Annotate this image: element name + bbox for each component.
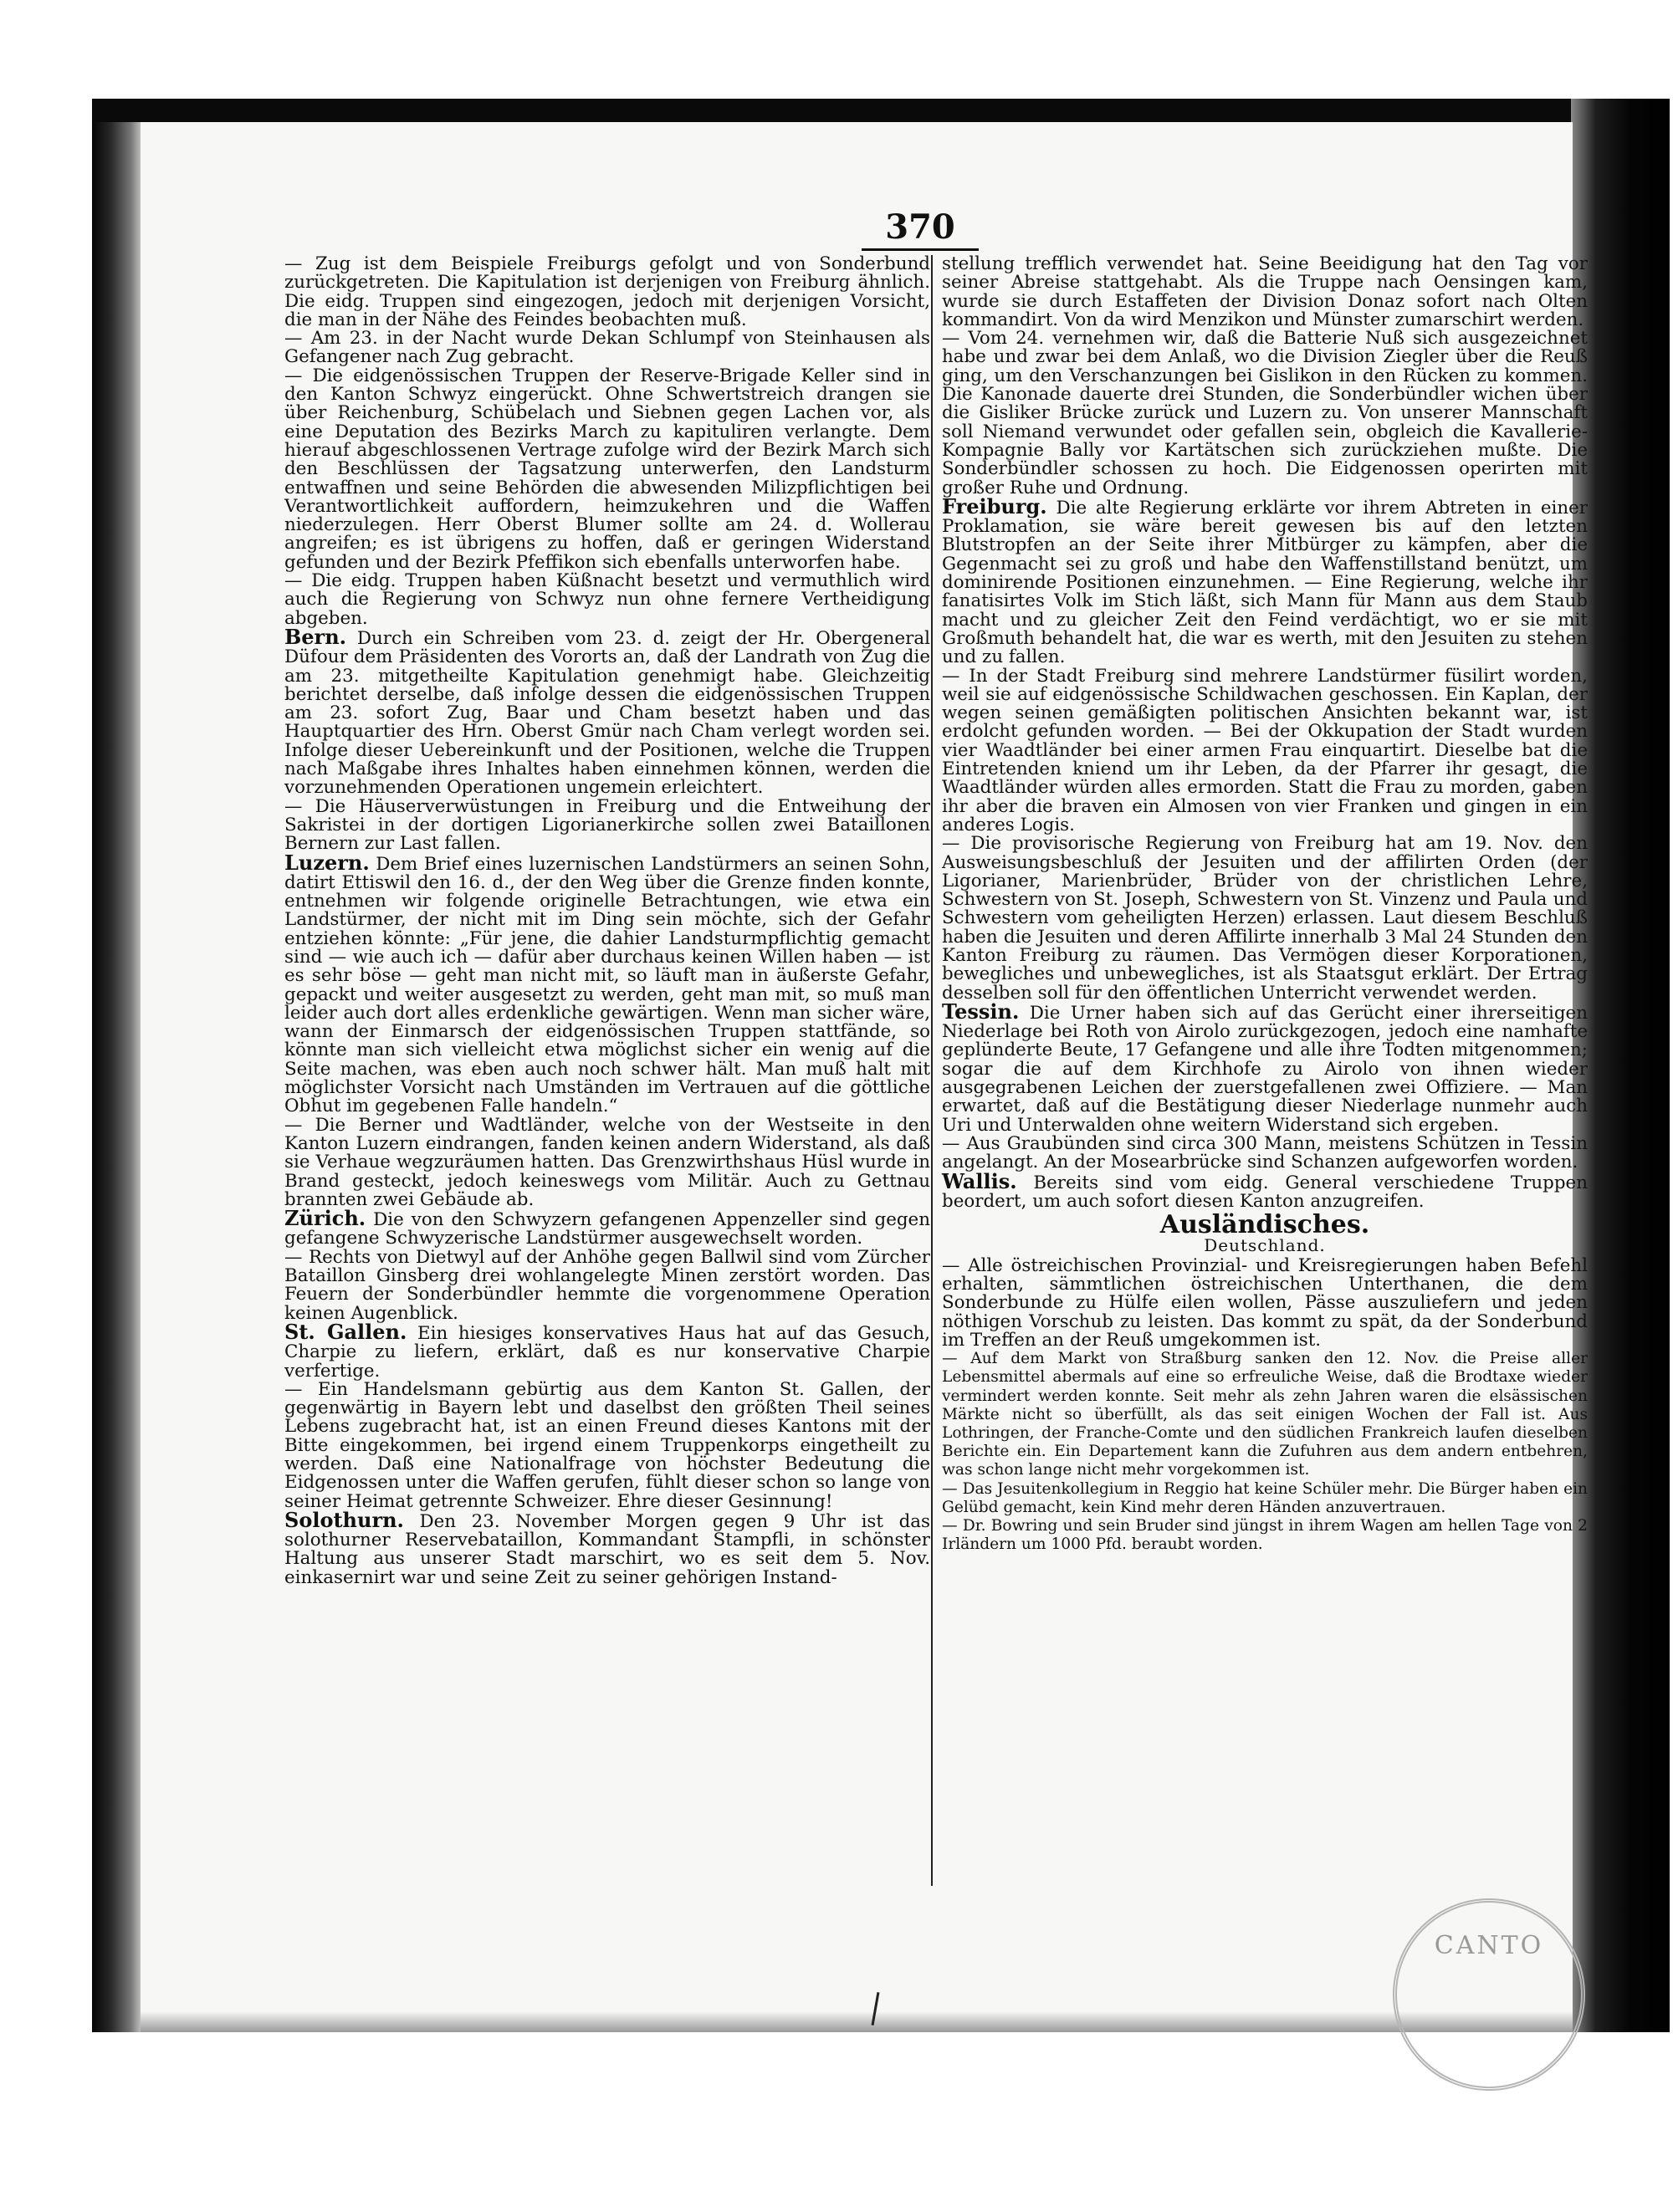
- article-text: Bereits sind vom eidg. General verschiedene Truppen beordert, um auch sofort diesen Kanton anzugreifen.: [942, 1172, 1588, 1212]
- article-text: — Aus Graubünden sind circa 300 Mann, meistens Schützen in Tessin angelangt. An der Mosearbrücke sind Schanzen aufgeworfen worden.: [942, 1132, 1588, 1173]
- article-heading: St. Gallen.: [284, 1319, 407, 1344]
- article-text: Die von den Schwyzern gefangenen Appenzeller sind gegen gefangene Schwyzerische Landstürmer ausgewechselt worden.: [284, 1209, 930, 1249]
- article-text: Die Urner haben sich auf das Gerücht einer ihrerseitigen Niederlage bei Roth von Airolo zurückgezogen, jedoch eine namhafte geplünderte Beute, 17 Gefangene und alle ihre Todten mitgenommen; sogar die auf dem Kirchhofe zu Airolo von ihnen wieder ausgegrabenen Leichen der zuerstgefallenen zwei Offiziere. — Man erwartet, daß auf die Bestätigung dieser Niederlage nunmehr auch Uri und Unterwalden ohne weitern Widerstand sich ergeben.: [942, 1002, 1588, 1136]
- left-column: [284, 255, 930, 1587]
- article-paragraph: [942, 667, 1588, 835]
- article-text: Dem Brief eines luzernischen Landstürmers an seinen Sohn, datirt Ettiswil den 16. d., der den Weg über die Grenze finden konnte, entnehmen wir folgende originelle Betrachtungen, wie etwa ein Landstürmer, der nicht mit im Ding sein möchte, sich der Gefahr entziehen könnte: „Für jene, die dahier Landsturmpflichtig gemacht sind — wie auch ich — dafür aber durchaus keinen Willen haben — ist es sehr böse — geht man nicht mit, so läuft man in äußerste Gefahr, gepackt und weiter ausgesetzt zu werden, geht man mit, so muß man leider auch dort alles erdenkliche gewärtigen. Wenn man sicher wäre, wann der Einmarsch der eidgenössischen Truppen stattfände, so könnte man sich vielleicht etwa möglichst sicher ein wenig auf die Seite machen, was eben auch noch schwer hält. Man muß halt mit möglichster Vorsicht nach Umständen im Vertrauen auf die göttliche Obhut im gegebenen Falle handeln.“: [284, 853, 930, 1117]
- article-heading: Zürich.: [284, 1206, 366, 1231]
- column-divider: [931, 255, 933, 1886]
- article-paragraph: [284, 1507, 930, 1588]
- article-paragraph: [942, 255, 1588, 330]
- article-text: — Ein Handelsmann gebürtig aus dem Kanton St. Gallen, der gegenwärtig in Bayern lebt und daselbst den größten Theil seines Lebens zugebracht hat, ist an einen Freund dieses Kantons mit der Bitte eingekommen, bei irgend einem Truppenkorps eingetheilt zu werden. Daß eine Nationalfrage von höchster Bedeutung die Eidgenossen unter die Waffen gerufen, fühlt dieser schon so lange von seiner Heimat getrennte Schweizer. Ehre dieser Gesinnung!: [284, 1378, 930, 1512]
- article-paragraph: [284, 1246, 930, 1324]
- article-text: Die alte Regierung erklärte vor ihrem Abtreten in einer Proklamation, sie wäre bereit gewesen bis auf den letzten Blutstropfen an der Seite ihrer Mitbürger zu kämpfen, aber die Gegenmacht sei zu groß und habe den Waffenstillstand benützt, um dominirende Positionen einzunehmen. — Eine Regierung, welche ihr fanatisirtes Volk im Stich läßt, sich Mann für Mann aus dem Staub macht und zu gleicher Zeit den Feind verdächtigt, wo er sie mit Großmuth behandelt hat, die war es werth, mit den Jesuiten zu stehen und zu fallen.: [942, 497, 1588, 668]
- section-subtitle-germany: Deutschland.: [1204, 1235, 1326, 1256]
- article-heading: Solothurn.: [284, 1507, 404, 1532]
- article-paragraph: [284, 1319, 931, 1382]
- article-paragraph: [942, 330, 1588, 498]
- article-text: — Am 23. in der Nacht wurde Dekan Schlumpf von Steinhausen als Gefangener nach Zug gebracht.: [284, 328, 930, 368]
- article-paragraph: [942, 1168, 1588, 1212]
- article-paragraph: [284, 850, 930, 1117]
- article-text: — Die Häuserverwüstungen in Freiburg und die Entweihung der Sakristei in der dortigen Ligorianerkirche sollen zwei Bataillonen Bernern zur Last fallen.: [284, 795, 930, 855]
- article-text: — Rechts von Dietwyl auf der Anhöhe gegen Ballwil sind vom Zürcher Bataillon Ginsberg drei wohlangelegte Minen zerstört worden. Das Feuern der Sonderbündler hemmte die vorgenommene Operation keinen Augenblick.: [284, 1246, 930, 1324]
- small-news-item: — Dr. Bowring und sein Bruder sind jüngst in ihrem Wagen am hellen Tage von 2 Irländern um 1000 Pfd. beraubt worden.: [942, 1517, 1588, 1554]
- article-text: Ein hiesiges konservatives Haus hat auf das Gesuch, Charpie zu liefern, erklärt, daß es nur konservative Charpie verfertige.: [284, 1322, 931, 1382]
- right-column-articles: [942, 255, 1588, 1211]
- small-news-item: — Das Jesuitenkollegium in Reggio hat keine Schüler mehr. Die Bürger haben ein Gelübd gemacht, kein Kind mehr deren Händen anzuvertrauen.: [942, 1479, 1588, 1516]
- article-paragraph: — Alle östreichischen Provinzial- und Kreisregierungen haben Befehl erhalten, sämmtlichen östreichischen Unterthanen, die dem Sonderbunde zu Hülfe eilen wollen, Pässe auszuliefern und jeden nöthigen Vorschub zu leisten. Das kommt zu spät, da der Sonderbund im Treffen an der Reuß umgekommen ist.: [942, 1254, 1588, 1351]
- article-text: — Die provisorische Regierung von Freiburg hat am 19. Nov. den Ausweisungsbeschluß der Jesuiten und der affilirten Orden (der Ligorianer, Marienbrüder, Brüder von der christlichen Lehre, Schwestern von St. Joseph, Schwestern von St. Vinzenz und Paula und Schwestern vom geheiligten Herzen) erlassen. Laut diesem Beschluß haben die Jesuiten und deren Affilirte innerhalb 3 Mal 24 Stunden den Kanton Freiburg zu räumen. Das Vermögen dieser Korporationen, bewegliches und unbewegliches, ist als Staatsgut erklärt. Der Ertrag desselben soll für den öffentlichen Unterricht verwendet werden.: [942, 833, 1588, 1004]
- article-text: — Zug ist dem Beispiele Freiburgs gefolgt und von Sonderbund zurückgetreten. Die Kapitulation ist derjenigen von Freiburg ähnlich. Die eidg. Truppen sind eingezogen, jedoch mit derjenigen Vorsicht, die man in der Nähe des Feindes beobachten muß.: [284, 253, 930, 330]
- article-heading: Wallis.: [942, 1168, 1017, 1193]
- article-heading: Freiburg.: [942, 493, 1047, 519]
- article-paragraph: [284, 795, 930, 855]
- page-number: 370: [862, 207, 979, 251]
- article-text: — Vom 24. vernehmen wir, daß die Batterie Nuß sich ausgezeichnet habe und zwar bei dem Anlaß, wo die Division Ziegler über die Reuß ging, um den Verschanzungen bei Gislikon in den Rücken zu kommen. Die Kanonade dauerte drei Stunden, die Sonderbündler wichen über die Gisliker Brücke zurück und Luzern zu. Von unserer Mannschaft soll Niemand verwundet oder gefallen sein, obgleich die Kavallerie-Kompagnie Bally vor Kartätschen sich zurückziehen mußte. Die Sonderbündler schossen zu hoch. Die Eidgenossen operirten mit großer Ruhe und Ordnung.: [942, 328, 1588, 498]
- article-paragraph: [284, 1378, 930, 1512]
- article-paragraph: [284, 1116, 930, 1209]
- article-text: Durch ein Schreiben vom 23. d. zeigt der Hr. Obergeneral Düfour dem Präsidenten des Vororts an, daß der Landrath von Zug die am 23. mitgetheilte Kapitulation genehmigt habe. Gleichzeitig berichtet derselbe, daß infolge dessen die eidgenössischen Truppen am 23. sofort Zug, Baar und Cham besetzt haben und das Hauptquartier des Hrn. Oberst Gmür nach Cham verlegt worden sei. Infolge dieser Uebereinkunft und der Positionen, welche die Truppen nach Maßgabe ihres Inhaltes haben einnehmen können, werden die vorzunehmenden Operationen ungemein erleichtert.: [284, 627, 930, 799]
- article-paragraph: [942, 999, 1588, 1136]
- scan-top-edge: [92, 99, 1598, 122]
- article-paragraph: [284, 1206, 930, 1249]
- section-title-foreign: Ausländisches.: [1159, 1210, 1370, 1240]
- right-column: [942, 255, 1588, 1554]
- article-paragraph: [284, 624, 930, 799]
- article-paragraph: [942, 493, 1588, 668]
- page-bottom-shadow: [141, 2011, 1573, 2032]
- article-paragraph: [284, 367, 930, 572]
- library-stamp: CANTO: [1393, 1898, 1585, 2091]
- article-text: stellung trefflich verwendet hat. Seine Beeidigung hat den Tag vor seiner Abreise stattgehabt. Als die Truppe nach Oensingen kam, wurde sie durch Estaffeten der Division Donaz sofort nach Olten kommandirt. Von da wird Menzikon und Münster zumarschirt werden.: [942, 253, 1588, 330]
- article-text: — Die eidg. Truppen haben Küßnacht besetzt und vermuthlich wird auch die Regierung von Schwyz nun ohne fernere Vertheidigung abgeben.: [284, 570, 930, 629]
- book-binding-shadow: [92, 99, 141, 2032]
- article-text: Den 23. November Morgen gegen 9 Uhr ist das solothurner Reservebataillon, Kommandant Stampfli, in schönster Haltung aus unserer Stadt marschirt, wo es seit dem 5. Nov. einkasernirt war und seine Zeit zu seiner gehörigen Instand-: [284, 1510, 930, 1588]
- article-paragraph: [284, 255, 930, 330]
- article-text: — Die eidgenössischen Truppen der Reserve-Brigade Keller sind in den Kanton Schwyz eingerückt. Ohne Schwertstreich drangen sie über Reichenburg, Schübelach und Siebnen gegen Lachen vor, als eine Deputation des Bezirks March zu kapituliren verlangte. Dem hierauf abgeschlossenen Vertrage zufolge wird der Bezirk March sich den Beschlüssen der Tagsatzung unterwerfen, den Landsturm entwaffnen und seine Behörden die abwesenden Milizpflichtigen bei Verantwortlichkeit auffordern, heimzukehren und die Waffen niederzulegen. Herr Oberst Blumer sollte am 24. d. Wollerau angreifen; es ist übrigens zu hoffen, daß er geringen Widerstand gefunden und der Bezirk Pfeffikon sich ebenfalls unterworfen habe.: [284, 365, 930, 573]
- article-paragraph: [284, 572, 930, 628]
- article-heading: Tessin.: [942, 999, 1020, 1024]
- article-paragraph: [942, 1132, 1588, 1173]
- small-news-item: — Auf dem Markt von Straßburg sanken den 12. Nov. die Preise aller Lebensmittel abermals auf eine so erfreuliche Weise, daß die Brodtaxe wieder vermindert werden konnte. Seit mehr als zehn Jahren waren die elsässischen Märkte nicht so überfüllt, als das seit einigen Wochen der Fall ist. Aus Lothringen, der Franche-Comte und den südlichen Frankreich laufen dieselben Berichte ein. Ein Departement kann die Zufuhren aus dem andern entbehren, was schon lange nicht mehr vorgekommen ist.: [942, 1350, 1588, 1479]
- article-heading: Luzern.: [284, 850, 370, 875]
- article-text: — Die Berner und Wadtländer, welche von der Westseite in den Kanton Luzern eindrangen, fanden keinen andern Widerstand, als daß sie Verhaue wegzuräumen hatten. Das Grenzwirthshaus Hüsl wurde in Brand gesteckt, jedoch keineswegs vom Militär. Auch zu Gettnau brannten zwei Gebäude ab.: [284, 1114, 930, 1210]
- article-heading: Bern.: [284, 624, 347, 649]
- article-paragraph: [942, 835, 1588, 1003]
- foreign-news-items: [942, 1350, 1588, 1554]
- article-text: — In der Stadt Freiburg sind mehrere Landstürmer füsilirt worden, weil sie auf eidgenössische Schildwachen geschossen. Ein Kaplan, der wegen seinen gemäßigten politischen Ansichten bekannt war, ist erdolcht gefunden worden. — Bei der Okkupation der Stadt wurden vier Waadtländer bei einer armen Frau einquartirt. Dieselbe bat die Eintretenden kniend um ihr Leben, da der Pfarrer ihr gesagt, die Waadtländer würden alles ermorden. Statt die Frau zu morden, gaben ihr aber die braven ein Almosen von vier Franken und gingen in ein anderes Logis.: [942, 665, 1588, 835]
- article-paragraph: [284, 330, 930, 367]
